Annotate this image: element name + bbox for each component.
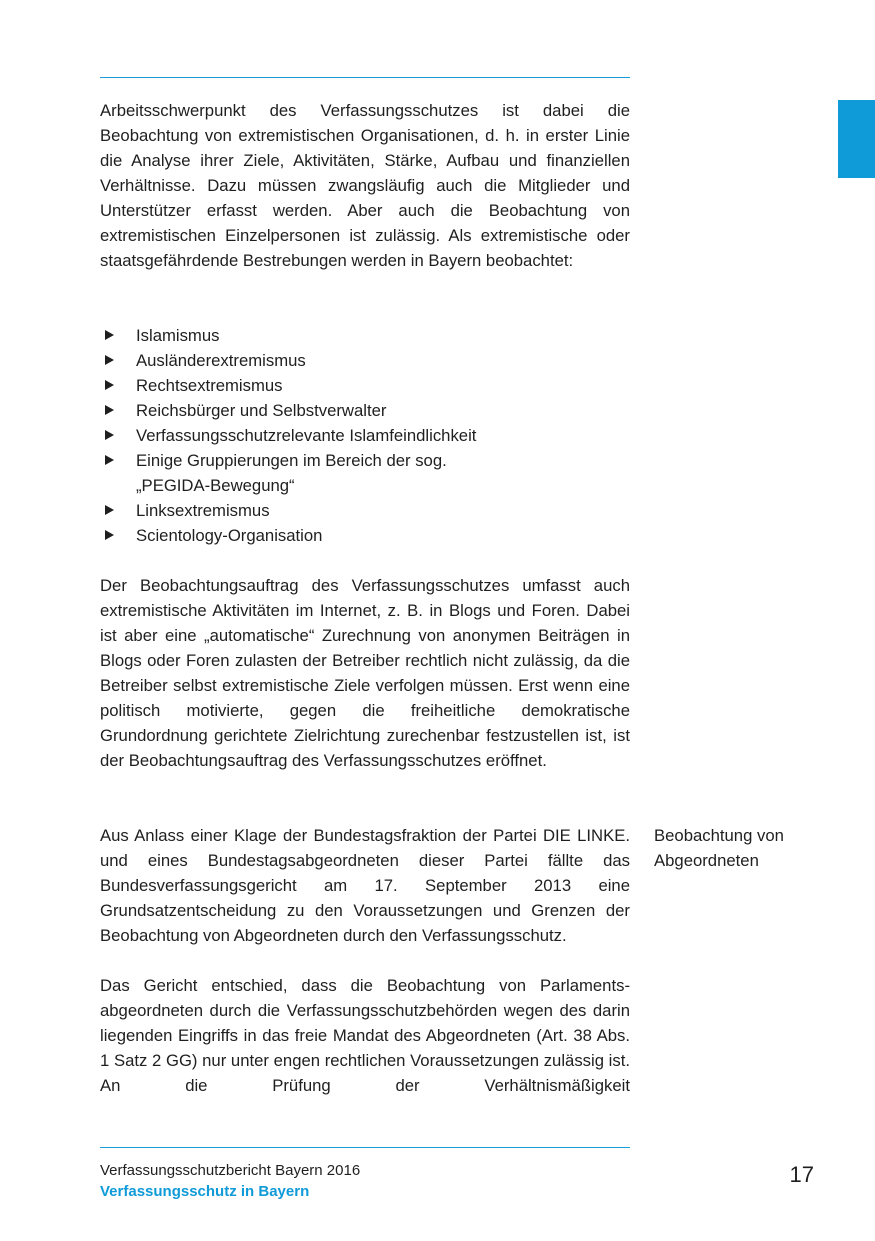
list-item: Einige Gruppierungen im Bereich der sog. „PEGIDA-Bewegung“ bbox=[100, 448, 630, 498]
paragraph-gericht: Das Gericht entschied, dass die Beobachtung von Parlamentsabgeordneten durch die Verfassungsschutzbehörden wegen des darin liegenden Eingriffs in das freie Mandat des Abgeordneten (Art. 38 Abs. 1 Satz 2 GG) nur unter engen rechtlichen Voraussetzungen zulässig ist. An die Prüfung der Verhältnismäßigkeit bbox=[100, 976, 630, 1095]
paragraph-internet: Der Beobachtungsauftrag des Verfassungsschutzes umfasst auch extremistische Aktivitäten im Internet, z. B. in Blogs und Foren. Dabei ist aber eine „automatische“ Zurechnung von anonymen Beiträgen in Blogs oder Foren zulasten der Betreiber rechtlich nicht zulässig, da die Betreiber selbst extremistische Ziele verfolgen müssen. Erst wenn eine politisch motivierte, gegen die freiheitliche demokratische Grundordnung gerichtete Zielrichtung zurechenbar festzustellen ist, ist der Beobachtungsauftrag des Verfassungsschutzes eröffnet. bbox=[100, 576, 630, 770]
footer-report-title: Verfassungsschutzbericht Bayern 2016 bbox=[100, 1162, 361, 1179]
list-item: Islamismus bbox=[100, 323, 630, 348]
triangle-bullet-icon bbox=[105, 455, 114, 465]
list-item: Ausländerextremismus bbox=[100, 348, 630, 373]
list-item: Linksextremismus bbox=[100, 498, 630, 523]
triangle-bullet-icon bbox=[105, 530, 114, 540]
triangle-bullet-icon bbox=[105, 380, 114, 390]
chapter-marker-tab bbox=[838, 100, 875, 178]
triangle-bullet-icon bbox=[105, 505, 114, 515]
list-item: Verfassungsschutzrelevante Islamfeindlichkeit bbox=[100, 423, 630, 448]
paragraph-klage: Aus Anlass einer Klage der Bundestagsfraktion der Partei DIE LINKE. und eines Bundestagsabgeordneten dieser Partei fällte das Bundesverfassungsgericht am 17. September 2013 eine Grundsatzentscheidung zu den Voraussetzungen und Grenzen der Beobachtung von Abgeordneten durch den Verfassungsschutz. bbox=[100, 826, 630, 945]
list-item: Reichsbürger und Selbstverwalter bbox=[100, 398, 630, 423]
triangle-bullet-icon bbox=[105, 330, 114, 340]
margin-note: Beobachtung von Abgeordneten bbox=[654, 826, 784, 870]
page-number: 17 bbox=[789, 1162, 814, 1187]
triangle-bullet-icon bbox=[105, 405, 114, 415]
bullet-list-observed-movements bbox=[100, 323, 630, 548]
paragraph-intro: Arbeitsschwerpunkt des Verfassungsschutzes ist dabei die Beobachtung von extremistischen Organisationen, d. h. in erster Linie die Analyse ihrer Ziele, Aktivitäten, Stärke, Aufbau und finanziellen Verhältnisse. Dazu müssen zwangsläufig auch die Mitglieder und Unterstützer erfasst werden. Aber auch die Beobachtung von extremistischen Einzelpersonen ist zulässig. Als extremistische oder staatsgefährdende Bestrebungen werden in Bayern beobachtet: bbox=[100, 101, 630, 270]
top-divider bbox=[100, 77, 630, 78]
footer-chapter-title: Verfassungsschutz in Bayern bbox=[100, 1183, 310, 1200]
footer bbox=[100, 1160, 360, 1202]
bottom-divider bbox=[100, 1147, 630, 1148]
list-item: Scientology-Organisation bbox=[100, 523, 630, 548]
triangle-bullet-icon bbox=[105, 355, 114, 365]
triangle-bullet-icon bbox=[105, 430, 114, 440]
list-item: Rechtsextremismus bbox=[100, 373, 630, 398]
